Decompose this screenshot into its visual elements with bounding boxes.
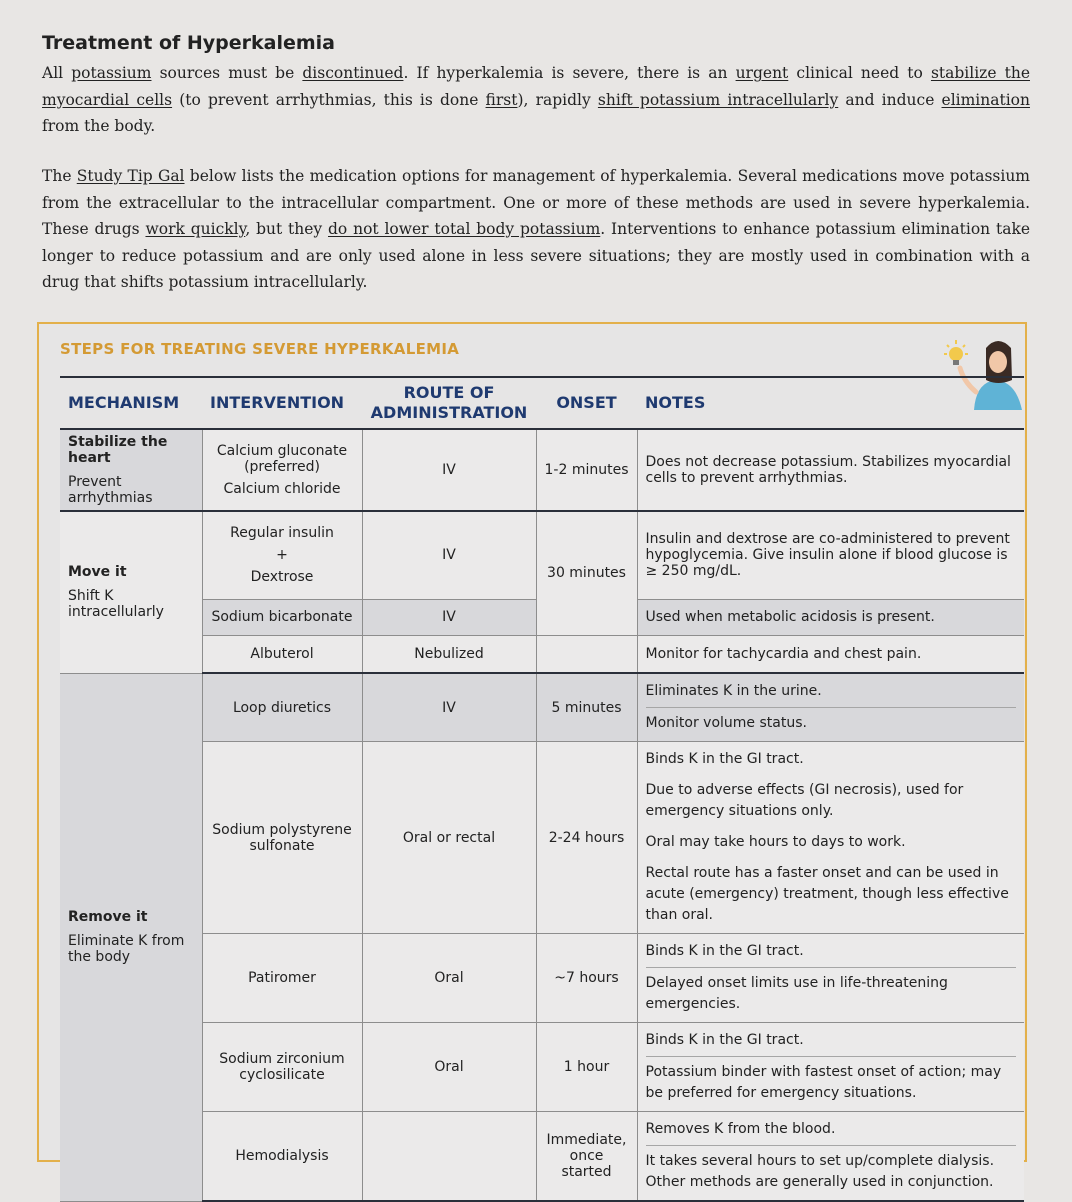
table-row <box>60 1112 1024 1202</box>
onset-cell: ~7 hours <box>536 934 637 1023</box>
note-line: Removes K from the blood. <box>645 1121 836 1137</box>
note-line: Binds K in the GI tract. <box>645 943 804 959</box>
mechanism-subtitle: Eliminate K from the body <box>68 933 185 965</box>
text: , but they <box>245 220 328 238</box>
table-row <box>60 1023 1024 1112</box>
table-row <box>60 511 1024 599</box>
intervention-cell <box>202 429 362 511</box>
text: All <box>42 64 72 82</box>
table-row <box>60 673 1024 742</box>
notes-cell <box>637 742 1024 934</box>
intervention-text: + <box>276 547 288 564</box>
mechanism-title: Remove it <box>68 909 148 925</box>
note-line: Binds K in the GI tract. <box>645 1032 804 1048</box>
route-cell: Oral <box>362 1023 536 1112</box>
onset-cell: 30 minutes <box>536 511 637 635</box>
underlined-term: Study Tip Gal <box>76 167 185 185</box>
notes-cell <box>637 1112 1024 1202</box>
note-line: Potassium binder with fastest onset of action; may be preferred for emergency situations. <box>646 1056 1017 1109</box>
header-onset: ONSET <box>536 377 637 429</box>
underlined-term: shift potassium intracellularly <box>597 90 839 109</box>
route-cell: Oral <box>362 934 536 1023</box>
notes-cell <box>637 673 1024 742</box>
table-row <box>60 934 1024 1023</box>
mechanism-title: Move it <box>68 564 127 581</box>
mechanism-subtitle: Shift K intracellularly <box>68 588 164 621</box>
header-mechanism: MECHANISM <box>60 377 202 429</box>
mechanism-cell <box>60 673 202 1201</box>
route-cell: IV <box>362 599 536 635</box>
text: below lists the medication options for management of hyperkalemia. Several medications move potassium from the extracellular to the intracellular compartment. One or more of these methods are used in severe hyperkalemia. These drugs <box>42 167 1031 238</box>
onset-cell: 1 hour <box>536 1023 637 1112</box>
underlined-term: first <box>485 90 518 109</box>
route-cell: Nebulized <box>362 635 536 673</box>
intervention-text: Regular insulin <box>230 525 334 542</box>
intervention-cell: Sodium polystyrene sulfonate <box>202 742 362 934</box>
intervention-cell: Albuterol <box>202 635 362 673</box>
mechanism-subtitle: Prevent arrhythmias <box>68 474 153 506</box>
treatment-table <box>60 376 1024 1202</box>
note-line: Binds K in the GI tract. <box>645 751 804 767</box>
mechanism-cell <box>60 511 202 673</box>
text: The <box>42 167 77 185</box>
onset-cell: 5 minutes <box>536 673 637 742</box>
underlined-term: urgent <box>735 64 789 82</box>
onset-cell: 2-24 hours <box>536 742 637 934</box>
intervention-text: Dextrose <box>250 569 314 586</box>
notes-cell: Does not decrease potassium. Stabilizes myocardial cells to prevent arrhythmias. <box>637 429 1024 511</box>
note-line: Rectal route has a faster onset and can be used in acute (emergency) treatment, though less effective than oral. <box>645 865 1009 923</box>
text: . If hyperkalemia is severe, there is an <box>403 64 736 82</box>
header-notes: NOTES <box>637 377 1024 429</box>
note-line: Eliminates K in the urine. <box>645 683 822 699</box>
intervention-cell: Hemodialysis <box>202 1112 362 1202</box>
note-line: Delayed onset limits use in life-threatening emergencies. <box>646 967 1017 1020</box>
second-paragraph <box>42 163 1030 296</box>
route-cell: IV <box>362 511 536 599</box>
lightbulb-icon <box>944 340 968 365</box>
intervention-cell: Patiromer <box>202 934 362 1023</box>
intervention-cell: Loop diuretics <box>202 673 362 742</box>
intervention-text: Calcium chloride <box>223 481 341 497</box>
text: ), rapidly <box>517 90 598 109</box>
note-line: Due to adverse effects (GI necrosis), used for emergency situations only. <box>645 782 964 819</box>
note-line: Oral may take hours to days to work. <box>645 834 906 850</box>
underlined-term: do not lower total body potassium <box>328 220 601 238</box>
underlined-term: discontinued <box>302 64 404 82</box>
text: sources must be <box>151 64 303 82</box>
mechanism-cell <box>60 429 202 511</box>
notes-cell: Insulin and dextrose are co-administered to prevent hypoglycemia. Give insulin alone if blood glucose is ≥ 250 mg/dL. <box>637 511 1024 599</box>
intervention-cell <box>202 511 362 599</box>
table-row <box>60 742 1024 934</box>
intervention-cell: Sodium bicarbonate <box>202 599 362 635</box>
onset-cell <box>536 635 637 673</box>
text: and induce <box>838 90 942 109</box>
table-header-row <box>60 377 1024 429</box>
onset-cell: 1-2 minutes <box>536 429 637 511</box>
underlined-term: potassium <box>71 64 152 82</box>
text: clinical need to <box>788 64 931 82</box>
note-line: It takes several hours to set up/complete dialysis. Other methods are generally used in conjunction. <box>646 1145 1017 1198</box>
intro-paragraph <box>42 60 1030 140</box>
text: (to prevent arrhythmias, this is done <box>172 90 486 109</box>
table-row <box>60 429 1024 511</box>
header-route: ROUTE OF ADMINISTRATION <box>362 377 536 429</box>
intervention-cell: Sodium zirconium cyclosilicate <box>202 1023 362 1112</box>
route-cell <box>362 1112 536 1202</box>
notes-cell <box>637 934 1024 1023</box>
route-cell: IV <box>362 429 536 511</box>
note-line: Monitor volume status. <box>646 707 1017 739</box>
section-title: Treatment of Hyperkalemia <box>42 32 336 54</box>
text: . Interventions to enhance potassium elimination take longer to reduce potassium and are only used alone in less severe situations; they are mostly used in combination with a drug that shifts potassium intracellularly. <box>42 220 1031 291</box>
underlined-term: stabilize the myocardial cells <box>42 64 1030 109</box>
route-cell: IV <box>362 673 536 742</box>
table-row <box>60 635 1024 673</box>
notes-cell <box>637 1023 1024 1112</box>
notes-cell: Used when metabolic acidosis is present. <box>637 599 1024 635</box>
underlined-term: work quickly <box>145 220 246 238</box>
header-intervention: INTERVENTION <box>202 377 362 429</box>
box-title: STEPS FOR TREATING SEVERE HYPERKALEMIA <box>60 340 460 358</box>
route-cell: Oral or rectal <box>362 742 536 934</box>
onset-cell: Immediate, once started <box>536 1112 637 1202</box>
text: from the body. <box>42 117 156 135</box>
mechanism-title: Stabilize the heart <box>68 434 168 466</box>
intervention-text: Calcium gluconate (preferred) <box>216 443 348 475</box>
notes-cell: Monitor for tachycardia and chest pain. <box>637 635 1024 673</box>
underlined-term: elimination <box>941 90 1030 109</box>
